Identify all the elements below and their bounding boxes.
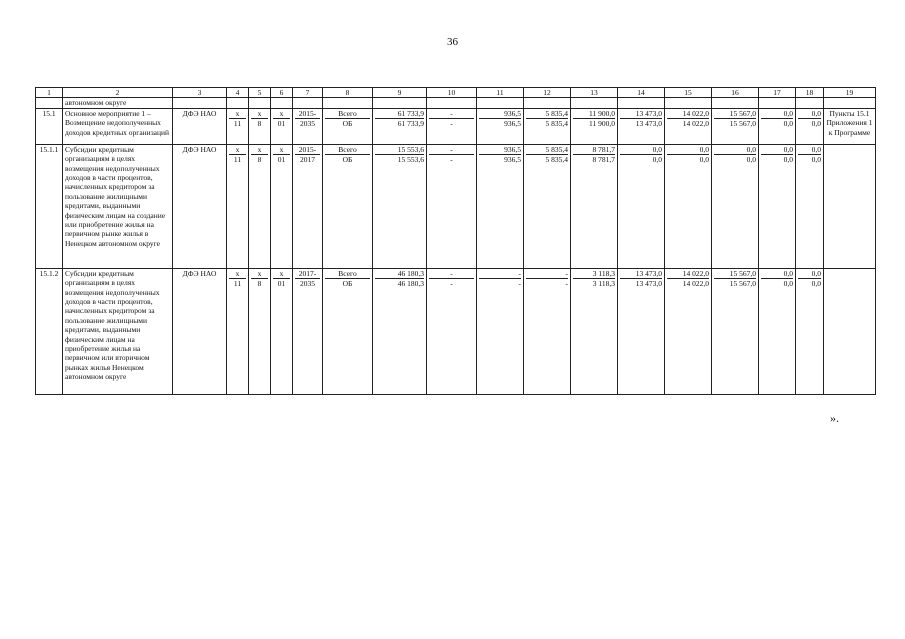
value-total: х — [251, 109, 268, 119]
header-cell-11: 11 — [477, 88, 524, 98]
value-cell-c11 — [477, 98, 524, 108]
value-cell-c17 — [759, 144, 796, 268]
value-total: 3 118,3 — [573, 269, 615, 279]
value-budget: 0,0 — [699, 155, 709, 165]
value-budget: 0,0 — [811, 155, 821, 165]
header-cell-12: 12 — [524, 88, 571, 98]
row-number-cell: 15.1 — [36, 108, 63, 144]
value-budget: 0,0 — [783, 119, 793, 129]
table-row — [36, 98, 876, 108]
value-total: х — [229, 269, 246, 279]
value-total: х — [251, 269, 268, 279]
value-total: - — [429, 145, 474, 155]
value-total: х — [273, 145, 290, 155]
header-cell-2: 2 — [63, 88, 173, 98]
value-cell-c13 — [571, 144, 618, 268]
value-cell-c7 — [293, 98, 323, 108]
value-cell-c6 — [271, 268, 293, 394]
value-budget: 01 — [277, 119, 286, 129]
value-cell-c16 — [712, 268, 759, 394]
note-cell — [824, 268, 876, 394]
value-cell-c12 — [524, 108, 571, 144]
value-cell-c15 — [665, 144, 712, 268]
value-total: 14 022,0 — [667, 269, 709, 279]
header-row — [36, 88, 876, 98]
value-cell-c13 — [571, 98, 618, 108]
value-budget: - — [450, 279, 453, 289]
value-total: 61 733,9 — [375, 109, 424, 119]
value-budget: 2035 — [300, 119, 315, 129]
value-cell-c6 — [271, 108, 293, 144]
executor-cell: ДФЭ НАО — [173, 144, 227, 268]
value-cell-c7 — [293, 268, 323, 394]
value-budget: 8 — [257, 279, 262, 289]
executor-cell: ДФЭ НАО — [173, 108, 227, 144]
row-number-cell: 15.1.1 — [36, 144, 63, 268]
value-total: 11 900,0 — [573, 109, 615, 119]
value-budget: 0,0 — [652, 155, 662, 165]
value-budget: 8 — [257, 119, 262, 129]
value-budget: 61 733,9 — [397, 119, 424, 129]
value-cell-c18 — [796, 144, 824, 268]
value-budget: 0,0 — [746, 155, 756, 165]
header-cell-16: 16 — [712, 88, 759, 98]
value-total: 14 022,0 — [667, 109, 709, 119]
note-cell — [824, 144, 876, 268]
value-total: Всего — [325, 109, 370, 119]
value-cell-c18 — [796, 268, 824, 394]
value-budget: 14 022,0 — [682, 279, 709, 289]
value-budget: 0,0 — [783, 279, 793, 289]
value-budget: 13 473,0 — [635, 119, 662, 129]
measure-name-cell: Субсидии кредитным организациям в целях возмещения недополученных доходов в части процентов, начисленных кредитором за пользование жилищными кредитами, выданными физическим лицам на создание или приобретение жилья на первичном рынке жилья в Ненецком автономном округе — [63, 144, 173, 268]
value-total: - — [479, 269, 521, 279]
value-budget: ОБ — [342, 279, 353, 289]
value-cell-c15 — [665, 108, 712, 144]
header-cell-3: 3 — [173, 88, 227, 98]
value-budget: 15 567,0 — [729, 279, 756, 289]
value-total: 0,0 — [798, 145, 821, 155]
value-cell-c17 — [759, 98, 796, 108]
value-total: 5 835,4 — [526, 145, 568, 155]
value-cell-c9 — [373, 108, 427, 144]
value-total: 0,0 — [798, 109, 821, 119]
value-cell-c16 — [712, 144, 759, 268]
value-cell-c5 — [249, 98, 271, 108]
value-budget: 2017 — [300, 155, 315, 165]
value-cell-c18 — [796, 98, 824, 108]
value-cell-c13 — [571, 268, 618, 394]
value-budget: 3 118,3 — [592, 279, 615, 289]
value-cell-c14 — [618, 268, 665, 394]
value-total: Всего — [325, 145, 370, 155]
value-budget: - — [450, 155, 453, 165]
header-cell-7: 7 — [293, 88, 323, 98]
value-cell-c17 — [759, 268, 796, 394]
value-cell-c8 — [323, 108, 373, 144]
value-total: 2017- — [295, 269, 320, 279]
value-budget: 11 900,0 — [589, 119, 615, 129]
header-cell-5: 5 — [249, 88, 271, 98]
value-cell-c14 — [618, 108, 665, 144]
measure-name-cell: Субсидии кредитным организациям в целях возмещения недополученных доходов в части процентов, начисленных кредитором за пользование жилищными кредитами, выданными физическим лицам на приобретение жилья на первичном или вторичном рынках жилья Ненецком автономном округе — [63, 268, 173, 394]
value-cell-c6 — [271, 98, 293, 108]
value-budget: 13 473,0 — [635, 279, 662, 289]
value-budget: - — [450, 119, 453, 129]
header-cell-17: 17 — [759, 88, 796, 98]
value-cell-c7 — [293, 144, 323, 268]
value-budget: 5 835,4 — [545, 155, 568, 165]
value-cell-c4 — [227, 98, 249, 108]
value-budget: 46 180,3 — [397, 279, 424, 289]
header-cell-6: 6 — [271, 88, 293, 98]
value-budget: 11 — [233, 155, 242, 165]
header-cell-10: 10 — [427, 88, 477, 98]
value-budget: 8 781,7 — [592, 155, 615, 165]
value-cell-c4 — [227, 108, 249, 144]
value-budget: ОБ — [342, 155, 353, 165]
value-cell-c13 — [571, 108, 618, 144]
value-cell-c8 — [323, 144, 373, 268]
header-cell-13: 13 — [571, 88, 618, 98]
value-cell-c14 — [618, 144, 665, 268]
value-total: 936,5 — [479, 109, 521, 119]
value-cell-c4 — [227, 144, 249, 268]
header-cell-15: 15 — [665, 88, 712, 98]
value-total: 13 473,0 — [620, 109, 662, 119]
value-budget: 15 553,6 — [397, 155, 424, 165]
value-total: 0,0 — [761, 109, 793, 119]
value-cell-c10 — [427, 268, 477, 394]
value-total: 46 180,3 — [375, 269, 424, 279]
table-row — [36, 268, 876, 394]
note-cell — [824, 98, 876, 108]
executor-cell: ДФЭ НАО — [173, 268, 227, 394]
value-budget: 8 — [257, 155, 262, 165]
value-total: - — [429, 269, 474, 279]
header-cell-19: 19 — [824, 88, 876, 98]
value-budget: 5 835,4 — [545, 119, 568, 129]
value-cell-c10 — [427, 98, 477, 108]
header-cell-18: 18 — [796, 88, 824, 98]
note-cell: Пункты 15.1 Приложения 1 к Программе — [824, 108, 876, 144]
value-cell-c5 — [249, 144, 271, 268]
header-cell-9: 9 — [373, 88, 427, 98]
value-budget: 0,0 — [811, 279, 821, 289]
value-total: - — [526, 269, 568, 279]
value-total: х — [229, 109, 246, 119]
value-cell-c17 — [759, 108, 796, 144]
value-cell-c8 — [323, 98, 373, 108]
value-budget: 11 — [233, 119, 242, 129]
value-cell-c11 — [477, 108, 524, 144]
value-budget: - — [518, 279, 521, 289]
value-cell-c12 — [524, 268, 571, 394]
measure-name-cell: Основное мероприятие 1 – Возмещение недополученных доходов кредитных организаций — [63, 108, 173, 144]
value-cell-c10 — [427, 144, 477, 268]
row-number-cell — [36, 98, 63, 108]
value-cell-c16 — [712, 108, 759, 144]
value-cell-c15 — [665, 268, 712, 394]
value-total: 5 835,4 — [526, 109, 568, 119]
value-total: 0,0 — [667, 145, 709, 155]
value-total: х — [273, 109, 290, 119]
value-total: 0,0 — [620, 145, 662, 155]
value-budget: 14 022,0 — [682, 119, 709, 129]
value-budget: 15 567,0 — [729, 119, 756, 129]
header-cell-4: 4 — [227, 88, 249, 98]
value-budget: 01 — [277, 155, 286, 165]
header-cell-8: 8 — [323, 88, 373, 98]
value-total: Всего — [325, 269, 370, 279]
value-total: х — [273, 269, 290, 279]
value-cell-c4 — [227, 268, 249, 394]
executor-cell — [173, 98, 227, 108]
value-total: 936,5 — [479, 145, 521, 155]
value-total: 0,0 — [798, 269, 821, 279]
value-cell-c16 — [712, 98, 759, 108]
value-cell-c5 — [249, 108, 271, 144]
closing-quote-mark: ». — [830, 411, 839, 425]
table-row — [36, 144, 876, 268]
value-cell-c14 — [618, 98, 665, 108]
value-total: х — [229, 145, 246, 155]
value-cell-c9 — [373, 268, 427, 394]
row-number-cell: 15.1.2 — [36, 268, 63, 394]
value-cell-c10 — [427, 108, 477, 144]
value-cell-c6 — [271, 144, 293, 268]
value-budget: 01 — [277, 279, 286, 289]
value-budget: 936,5 — [504, 119, 521, 129]
value-cell-c12 — [524, 144, 571, 268]
value-total: 0,0 — [761, 269, 793, 279]
header-cell-1: 1 — [36, 88, 63, 98]
value-total: 15 553,6 — [375, 145, 424, 155]
measure-name-cell: автономном округе — [63, 98, 173, 108]
program-table — [35, 87, 876, 395]
page-number: 36 — [447, 36, 458, 48]
value-total: х — [251, 145, 268, 155]
value-cell-c11 — [477, 268, 524, 394]
value-cell-c7 — [293, 108, 323, 144]
value-budget: 0,0 — [783, 155, 793, 165]
value-cell-c12 — [524, 98, 571, 108]
value-cell-c8 — [323, 268, 373, 394]
header-cell-14: 14 — [618, 88, 665, 98]
value-cell-c5 — [249, 268, 271, 394]
value-total: - — [429, 109, 474, 119]
value-total: 15 567,0 — [714, 109, 756, 119]
value-cell-c9 — [373, 144, 427, 268]
table-row — [36, 108, 876, 144]
value-cell-c11 — [477, 144, 524, 268]
value-total: 0,0 — [714, 145, 756, 155]
value-budget: 2035 — [300, 279, 315, 289]
value-budget: 936,5 — [504, 155, 521, 165]
value-total: 15 567,0 — [714, 269, 756, 279]
value-total: 13 473,0 — [620, 269, 662, 279]
value-budget: 0,0 — [811, 119, 821, 129]
value-cell-c15 — [665, 98, 712, 108]
value-budget: - — [565, 279, 568, 289]
value-total: 2015- — [295, 145, 320, 155]
value-total: 8 781,7 — [573, 145, 615, 155]
value-budget: 11 — [233, 279, 242, 289]
value-total: 2015- — [295, 109, 320, 119]
value-cell-c18 — [796, 108, 824, 144]
value-budget: ОБ — [342, 119, 353, 129]
value-total: 0,0 — [761, 145, 793, 155]
value-cell-c9 — [373, 98, 427, 108]
